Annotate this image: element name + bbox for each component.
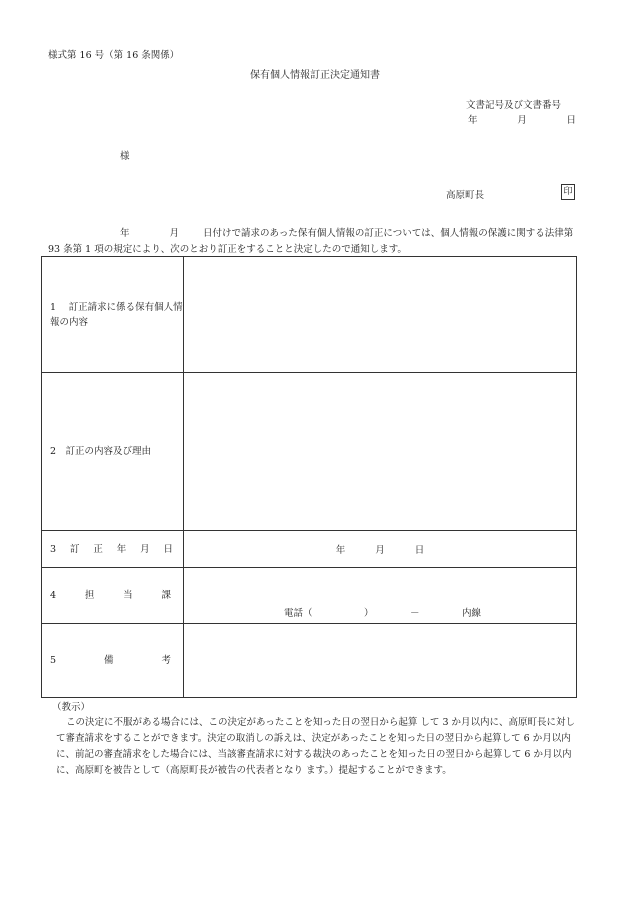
addressee-suffix: 様: [120, 151, 130, 162]
seal-mark: 印: [561, 184, 575, 200]
tel-close: ）: [364, 608, 374, 619]
table-row: [42, 568, 577, 624]
row3-label: 3 訂 正 年 月 日: [42, 531, 184, 568]
row2-content: [184, 373, 577, 531]
tel-label: 電話（: [284, 608, 313, 619]
row1-content: [184, 257, 577, 373]
body-year: 年: [120, 228, 130, 239]
correction-month: 月: [375, 545, 385, 556]
row5-content: [184, 624, 577, 698]
correction-year: 年: [335, 545, 346, 556]
tel-extension: 内線: [462, 608, 482, 619]
row4-content: [184, 568, 577, 624]
row5-label: 5 備 考: [42, 624, 184, 698]
page-title: 保有個人情報訂正決定通知書: [250, 70, 380, 81]
table-row: [42, 257, 577, 373]
table-row: [42, 624, 577, 698]
table-row: [42, 531, 577, 568]
notice-text: この決定に不服がある場合には、この決定があったことを知った日の翌日から起算 して 3 か月以内に、高原町長に対して審査請求をすることができます。決定の取消しの訴えは、決定があったことを知った日の翌日から起算して 6 か月以内に、前記の審査請求をした場合には、当該審査請求に対する裁決のあったことを知った日の翌日から起算して 6 か月以内に、高原町を被告として（高原町長が被告の代表者となり ます。）提起することができます。: [56, 717, 576, 776]
year-label: 年: [468, 115, 478, 126]
body-text: 日付けで請求のあった保有個人情報の訂正については、個人情報の保護に関する法律第 93 条第 1 項の規定により、次のとおり訂正をすることと決定したので通知します。: [48, 228, 574, 255]
row4-label: 4 担 当 課: [42, 568, 184, 624]
correction-day: 日: [414, 545, 425, 556]
body-paragraph: [48, 226, 588, 258]
decision-table: [41, 256, 577, 698]
issue-date: [468, 112, 576, 126]
form-number: 様式第 16 号（第 16 条関係）: [48, 50, 180, 61]
month-label: 月: [517, 115, 527, 126]
day-label: 日: [566, 115, 576, 126]
row1-label: 1 訂正請求に係る保有個人情報の内容: [42, 257, 184, 373]
document-number-label: 文書記号及び文書番号: [466, 100, 562, 111]
table-row: [42, 373, 577, 531]
notice-heading: （教示）: [52, 702, 91, 713]
row2-label: 2 訂正の内容及び理由: [42, 373, 184, 531]
row3-content: [184, 531, 577, 568]
tel-dash: －: [410, 608, 420, 619]
sender-name: 高原町長: [446, 190, 485, 201]
body-month: 月: [169, 228, 180, 239]
